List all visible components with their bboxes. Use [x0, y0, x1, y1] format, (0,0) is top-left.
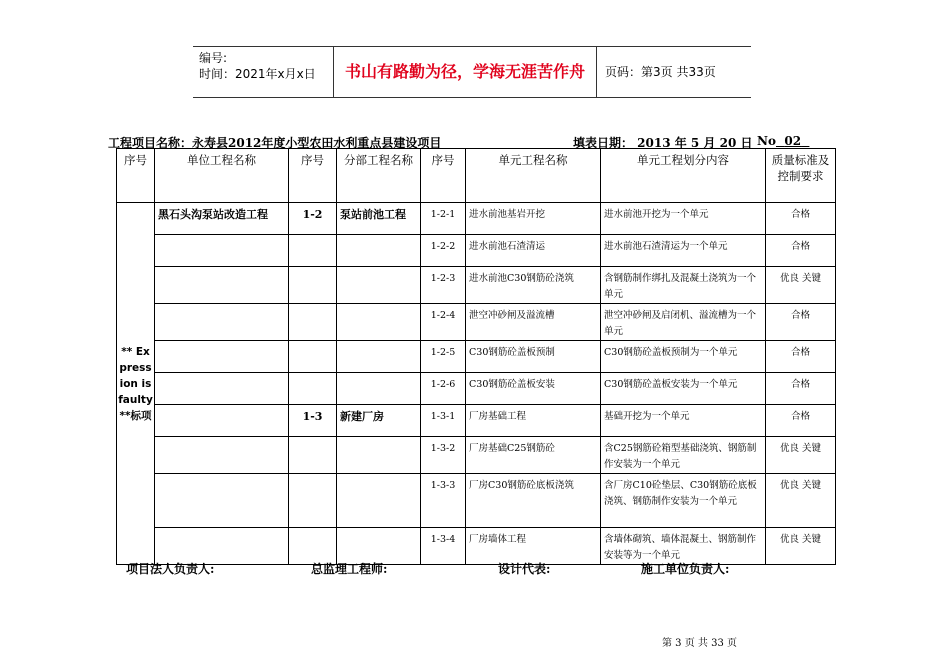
- col-header: 序号: [289, 149, 337, 203]
- division-name-cell: [337, 304, 421, 341]
- element-content-cell: 基础开挖为一个单元: [601, 405, 766, 437]
- doc-number-value: 02: [784, 134, 802, 148]
- page-footer: 第 3 页 共 33 页: [662, 638, 737, 649]
- code-label: 编号:: [199, 51, 228, 65]
- signature-legal-rep: 项目法人负责人:: [126, 562, 215, 576]
- element-content-cell: 含墙体砌筑、墙体混凝土、钢筋制作安装等为一个单元: [601, 528, 766, 565]
- table-row: [117, 304, 836, 341]
- division-name-cell: [337, 528, 421, 565]
- quality-cell: 优良 关键: [766, 528, 836, 565]
- col-header: 序号: [421, 149, 466, 203]
- unit-name-cell: [155, 437, 289, 474]
- header-page-label: 页码：第3页 共33页: [605, 65, 716, 79]
- unit-name-cell: [155, 474, 289, 528]
- division-name-cell: [337, 373, 421, 405]
- division-name-cell: 泵站前池工程: [337, 203, 421, 235]
- division-name-cell: [337, 437, 421, 474]
- col-header: 分部工程名称: [337, 149, 421, 203]
- division-name-cell: [337, 474, 421, 528]
- element-seq-cell: 1-2-6: [421, 373, 466, 405]
- element-content-cell: 进水前池开挖为一个单元: [601, 203, 766, 235]
- division-seq-cell: [289, 474, 337, 528]
- quality-cell: 合格: [766, 405, 836, 437]
- unit-name-cell: [155, 405, 289, 437]
- table-row: [117, 405, 836, 437]
- division-name-cell: [337, 235, 421, 267]
- unit-name-cell: [155, 304, 289, 341]
- table-row: [117, 474, 836, 528]
- element-content-cell: 进水前池石渣清运为一个单元: [601, 235, 766, 267]
- element-seq-cell: 1-3-4: [421, 528, 466, 565]
- unit-name-cell: [155, 528, 289, 565]
- element-seq-cell: 1-3-1: [421, 405, 466, 437]
- element-name-cell: 进水前池基岩开挖: [466, 203, 601, 235]
- element-content-cell: 含钢筋制作绑扎及混凝土浇筑为一个单元: [601, 267, 766, 304]
- element-seq-cell: 1-2-3: [421, 267, 466, 304]
- project-name: 工程项目名称：永寿县2012年度小型农田水利重点县建设项目: [108, 136, 442, 150]
- division-name-cell: [337, 341, 421, 373]
- quality-cell: 合格: [766, 235, 836, 267]
- element-seq-cell: 1-2-5: [421, 341, 466, 373]
- division-seq-cell: [289, 304, 337, 341]
- table-row: [117, 267, 836, 304]
- unit-name-cell: [155, 267, 289, 304]
- header-motto: 书山有路勤为径，学海无涯苦作舟: [344, 62, 585, 81]
- division-seq-cell: 1-3: [289, 405, 337, 437]
- col-header: 单元工程划分内容: [601, 149, 766, 203]
- header-divider: [596, 47, 597, 97]
- element-name-cell: 厂房基础C25钢筋砼: [466, 437, 601, 474]
- item-number-cell: ** Expression is faulty **标项: [117, 203, 155, 565]
- unit-name-cell: [155, 341, 289, 373]
- table-row: [117, 528, 836, 565]
- division-seq-cell: [289, 437, 337, 474]
- element-name-cell: C30钢筋砼盖板预制: [466, 341, 601, 373]
- element-name-cell: C30钢筋砼盖板安装: [466, 373, 601, 405]
- fill-date: 填表日期： 2013 年 5 月 20 日: [573, 136, 753, 150]
- element-seq-cell: 1-2-2: [421, 235, 466, 267]
- division-seq-cell: [289, 341, 337, 373]
- signature-design-rep: 设计代表:: [498, 562, 551, 576]
- col-header: 单位工程名称: [155, 149, 289, 203]
- division-seq-cell: [289, 267, 337, 304]
- division-table: [116, 148, 836, 565]
- division-seq-cell: 1-2: [289, 203, 337, 235]
- quality-cell: 优良 关键: [766, 474, 836, 528]
- element-content-cell: 泄空冲砂闸及启闭机、溢流槽为一个单元: [601, 304, 766, 341]
- element-content-cell: 含厂房C10砼垫层、C30钢筋砼底板浇筑、钢筋制作安装为一个单元: [601, 474, 766, 528]
- element-seq-cell: 1-3-3: [421, 474, 466, 528]
- table-row: [117, 437, 836, 474]
- division-name-cell: 新建厂房: [337, 405, 421, 437]
- element-content-cell: 含C25钢筋砼箱型基础浇筑、钢筋制作安装为一个单元: [601, 437, 766, 474]
- element-content-cell: C30钢筋砼盖板预制为一个单元: [601, 341, 766, 373]
- element-name-cell: 进水前池C30钢筋砼浇筑: [466, 267, 601, 304]
- quality-cell: 合格: [766, 373, 836, 405]
- table-row: [117, 373, 836, 405]
- signature-chief-supervisor: 总监理工程师:: [311, 562, 388, 576]
- col-header: 序号: [117, 149, 155, 203]
- table-row: [117, 341, 836, 373]
- element-seq-cell: 1-2-1: [421, 203, 466, 235]
- element-name-cell: 厂房基础工程: [466, 405, 601, 437]
- element-name-cell: 泄空冲砂闸及溢流槽: [466, 304, 601, 341]
- unit-name-cell: 黑石头沟泵站改造工程: [155, 203, 289, 235]
- quality-cell: 优良 关键: [766, 267, 836, 304]
- time-label: 时间：2021年x月x日: [199, 67, 316, 81]
- col-header: 质量标准及控制要求: [766, 149, 836, 203]
- element-seq-cell: 1-3-2: [421, 437, 466, 474]
- doc-number: [757, 134, 809, 148]
- table-header-row: [117, 149, 836, 203]
- table-row: [117, 203, 836, 235]
- division-seq-cell: [289, 528, 337, 565]
- division-seq-cell: [289, 373, 337, 405]
- page-header: [193, 46, 751, 98]
- element-content-cell: C30钢筋砼盖板安装为一个单元: [601, 373, 766, 405]
- table-row: [117, 235, 836, 267]
- unit-name-cell: [155, 373, 289, 405]
- unit-name-cell: [155, 235, 289, 267]
- col-header: 单元工程名称: [466, 149, 601, 203]
- division-name-cell: [337, 267, 421, 304]
- element-name-cell: 厂房C30钢筋砼底板浇筑: [466, 474, 601, 528]
- quality-cell: 合格: [766, 341, 836, 373]
- quality-cell: 优良 关键: [766, 437, 836, 474]
- division-seq-cell: [289, 235, 337, 267]
- element-name-cell: 进水前池石渣清运: [466, 235, 601, 267]
- header-meta: [199, 50, 316, 82]
- quality-cell: 合格: [766, 203, 836, 235]
- quality-cell: 合格: [766, 304, 836, 341]
- element-seq-cell: 1-2-4: [421, 304, 466, 341]
- signature-contractor: 施工单位负责人:: [641, 562, 730, 576]
- element-name-cell: 厂房墙体工程: [466, 528, 601, 565]
- doc-number-label: No: [757, 134, 776, 148]
